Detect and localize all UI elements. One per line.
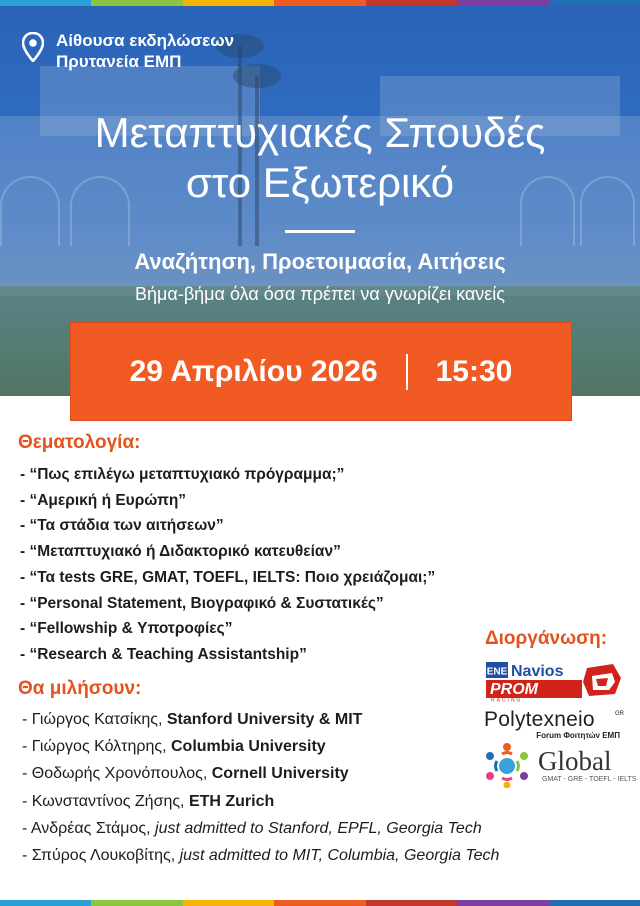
tagline: Βήμα-βήμα όλα όσα πρέπει να γνωρίζει κανείς [135, 284, 505, 304]
bottom-color-stripe [0, 900, 640, 906]
page-title-line-1: Μεταπτυχιακές Σπουδές [94, 109, 546, 156]
stripe-segment [0, 900, 91, 906]
speaker-name: - Σπύρος Λουκοβίτης, [22, 847, 180, 865]
page-title-line-2: στο Εξωτερικό [185, 159, 455, 206]
speaker-item [22, 815, 499, 842]
svg-text:Navios: Navios [511, 663, 564, 680]
organizers-heading: Διοργάνωση: [485, 628, 608, 649]
topic-item: - “Fellowship & Υποτροφίες” [20, 620, 233, 638]
speaker-item [22, 760, 499, 787]
topics-list [20, 462, 435, 668]
speaker-affiliation: ETH Zurich [188, 792, 275, 810]
event-date-box [70, 322, 572, 421]
topic-item: - “Research & Teaching Assistantship” [20, 645, 307, 663]
svg-text:PROM: PROM [490, 681, 538, 698]
speaker-name: - Γιώργος Κατσίκης, [22, 711, 167, 728]
speaker-name: - Θοδωρής Χρονόπουλος, [22, 765, 212, 783]
global-people-circle-icon [480, 742, 534, 788]
stripe-segment [274, 900, 365, 906]
speaker-item [22, 706, 499, 733]
event-date: 29 Απριλίου 2026 [129, 354, 378, 388]
stripe-segment [91, 900, 182, 906]
speakers-heading: Θα μιλήσουν: [18, 678, 142, 699]
topic-item: - “Personal Statement, Βιογραφικό & Συστατικές” [20, 594, 384, 612]
speaker-name: - Κωνσταντίνος Ζήσης, [22, 792, 189, 810]
date-time-separator [406, 354, 408, 390]
speaker-affiliation: just admitted to Stanford, EPFL, Georgia Tech [155, 819, 482, 837]
speaker-name: - Ανδρέας Στάμος, [22, 819, 156, 837]
location-pin-icon [22, 32, 44, 62]
speaker-item [22, 788, 499, 815]
speaker-name: - Γιώργος Κόλτηρης, [22, 738, 171, 756]
speaker-affiliation: Stanford University & MIT [166, 711, 363, 728]
global-logo: Global GMAT - GRE - TOEFL - IELTS [480, 742, 628, 788]
speaker-affiliation: Columbia University [171, 738, 326, 756]
speaker-item [22, 733, 499, 760]
topic-item: - “Τα tests GRE, GMAT, TOEFL, IELTS: Ποιο χρειάζομαι;” [20, 568, 436, 586]
speaker-affiliation: Cornell University [211, 765, 349, 783]
speaker-affiliation: just admitted to MIT, Columbia, Georgia Tech [179, 847, 500, 865]
stripe-segment [457, 900, 548, 906]
topic-item: - “Τα στάδια των αιτήσεων” [20, 517, 224, 535]
topic-item: - “Αμερική ή Ευρώπη” [20, 491, 187, 509]
svg-text:RACING: RACING [491, 697, 523, 702]
title-divider [285, 230, 355, 233]
venue-line-2: Πρυτανεία ΕΜΠ [56, 52, 182, 71]
stripe-segment [366, 900, 457, 906]
venue-line-1: Αίθουσα εκδηλώσεων [56, 31, 235, 50]
subtitle: Αναζήτηση, Προετοιμασία, Αιτήσεις [134, 249, 506, 274]
event-time: 15:30 [435, 354, 513, 388]
topic-item: - “Πως επιλέγω μεταπτυχιακό πρόγραμμα;” [20, 466, 345, 483]
topics-heading: Θεματολογία: [18, 432, 141, 453]
topic-item: - “Μεταπτυχιακό ή Διδακτορικό κατευθείαν” [20, 543, 341, 561]
polytexneio-logo: Polytexneio GR Forum Φοιτητών ΕΜΠ [484, 708, 624, 740]
stripe-segment [549, 900, 640, 906]
speaker-item [22, 842, 499, 869]
stripe-segment [183, 900, 274, 906]
speakers-list [22, 706, 499, 869]
navios-prom-racing-logo [485, 660, 623, 702]
venue [22, 30, 234, 72]
svg-text:ENE: ENE [486, 666, 508, 678]
